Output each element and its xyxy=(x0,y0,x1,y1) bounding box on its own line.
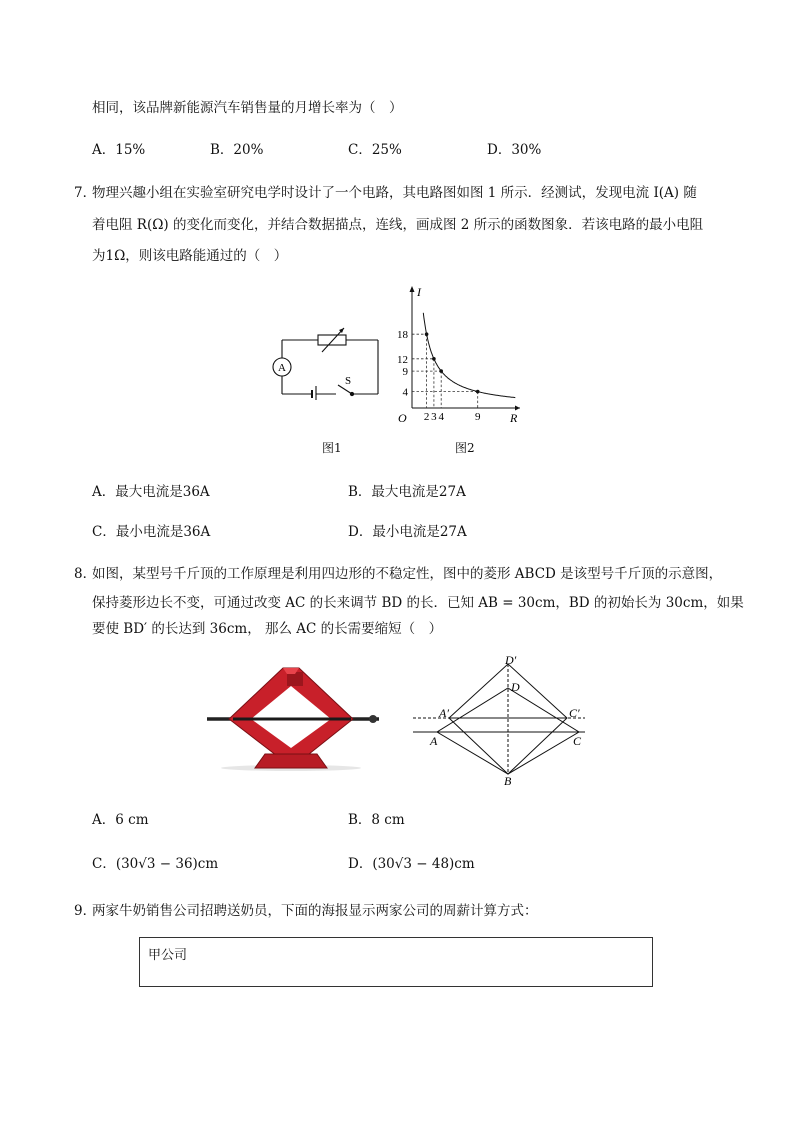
data-point-2 xyxy=(439,369,443,373)
ammeter-label: A xyxy=(278,362,286,374)
label-D1: D′ xyxy=(505,653,517,667)
q9-number: 9． xyxy=(74,903,97,919)
curve-series xyxy=(423,313,515,398)
q8-stem-line2: 保持菱形边长不变，可通过改变 AC 的长来调节 BD 的长．已知 AB = 30cm，BD 的初始长为 30cm，如果 xyxy=(92,595,744,611)
label-C1: C′ xyxy=(569,706,580,720)
y-tick-label: 4 xyxy=(402,386,408,399)
q7-stem-line1: 物理兴趣小组在实验室研究电学时设计了一个电路，其电路图如图 1 所示．经测试，发现电流 I(A) 随 xyxy=(92,185,697,201)
label-A1: A′ xyxy=(439,706,449,720)
q8-number: 8． xyxy=(74,566,97,582)
q7-option-c[interactable]: C．最小电流是36A xyxy=(92,524,211,540)
q8-option-a[interactable]: A．6 cm xyxy=(92,812,149,828)
origin-label: O xyxy=(398,411,407,425)
q7-option-b[interactable]: B．最大电流是27A xyxy=(348,484,466,500)
q6-stem-tail: 相同，该品牌新能源汽车销售量的月增长率为（ ） xyxy=(92,100,403,116)
circuit-diagram xyxy=(268,322,384,400)
label-B: B xyxy=(504,774,512,787)
x-tick-label: 9 xyxy=(474,411,481,423)
x-tick-label: 2 xyxy=(423,411,430,423)
q8-option-d[interactable]: D．(30√3 − 48)cm xyxy=(348,856,475,872)
label-C: C xyxy=(573,734,582,748)
y-axis-arrow xyxy=(410,286,415,292)
x-tick-label: 4 xyxy=(438,411,444,423)
q6-option-d[interactable]: D．30% xyxy=(487,142,542,158)
company-a-title: 甲公司 xyxy=(148,948,188,963)
x-axis-arrow xyxy=(515,406,520,411)
switch-label: S xyxy=(345,375,352,387)
q7-stem-line2: 着电阻 R(Ω) 的变化而变化，并结合数据描点，连线，画成图 2 所示的函数图象．若该电路的最小电阻 xyxy=(92,217,704,233)
q9-stem-line1: 两家牛奶销售公司招聘送奶员，下面的海报显示两家公司的周薪计算方式： xyxy=(92,903,538,919)
y-tick-label: 9 xyxy=(402,366,408,379)
data-point-3 xyxy=(476,390,480,394)
label-A: A xyxy=(430,734,438,748)
data-point-1 xyxy=(432,357,436,361)
car-jack-image xyxy=(203,662,383,772)
q6-option-b[interactable]: B．20% xyxy=(210,142,264,158)
q8-stem-line3: 要使 BD′ 的长达到 36cm， 那么 AC 的长需要缩短（ ） xyxy=(92,621,443,637)
q8-option-b[interactable]: B．8 cm xyxy=(348,812,405,828)
data-point-0 xyxy=(425,332,429,336)
q8-stem-line1: 如图，某型号千斤顶的工作原理是利用四边形的不稳定性，图中的菱形 ABCD 是该型号千斤顶的示意图， xyxy=(92,566,723,582)
company-a-poster xyxy=(139,937,653,987)
q7-option-a[interactable]: A．最大电流是36A xyxy=(92,484,210,500)
y-axis-label: I xyxy=(417,285,421,299)
y-tick-label: 18 xyxy=(397,329,408,342)
q7-number: 7． xyxy=(74,185,97,201)
rhombus-diagram xyxy=(405,652,590,787)
inverse-function-chart xyxy=(390,284,526,430)
q8-option-c[interactable]: C．(30√3 − 36)cm xyxy=(92,856,219,872)
q6-option-a[interactable]: A．15% xyxy=(92,142,146,158)
fig2-caption: 图2 xyxy=(455,441,475,455)
q7-option-d[interactable]: D．最小电流是27A xyxy=(348,524,467,540)
q7-stem-line3: 为1Ω，则该电路能通过的（ ） xyxy=(92,248,288,264)
fig1-caption: 图1 xyxy=(322,441,342,455)
q6-option-c[interactable]: C．25% xyxy=(348,142,402,158)
x-tick-label: 3 xyxy=(431,411,437,423)
label-D: D xyxy=(511,680,520,694)
y-tick-label: 12 xyxy=(397,353,408,366)
x-axis-label: R xyxy=(510,411,518,425)
